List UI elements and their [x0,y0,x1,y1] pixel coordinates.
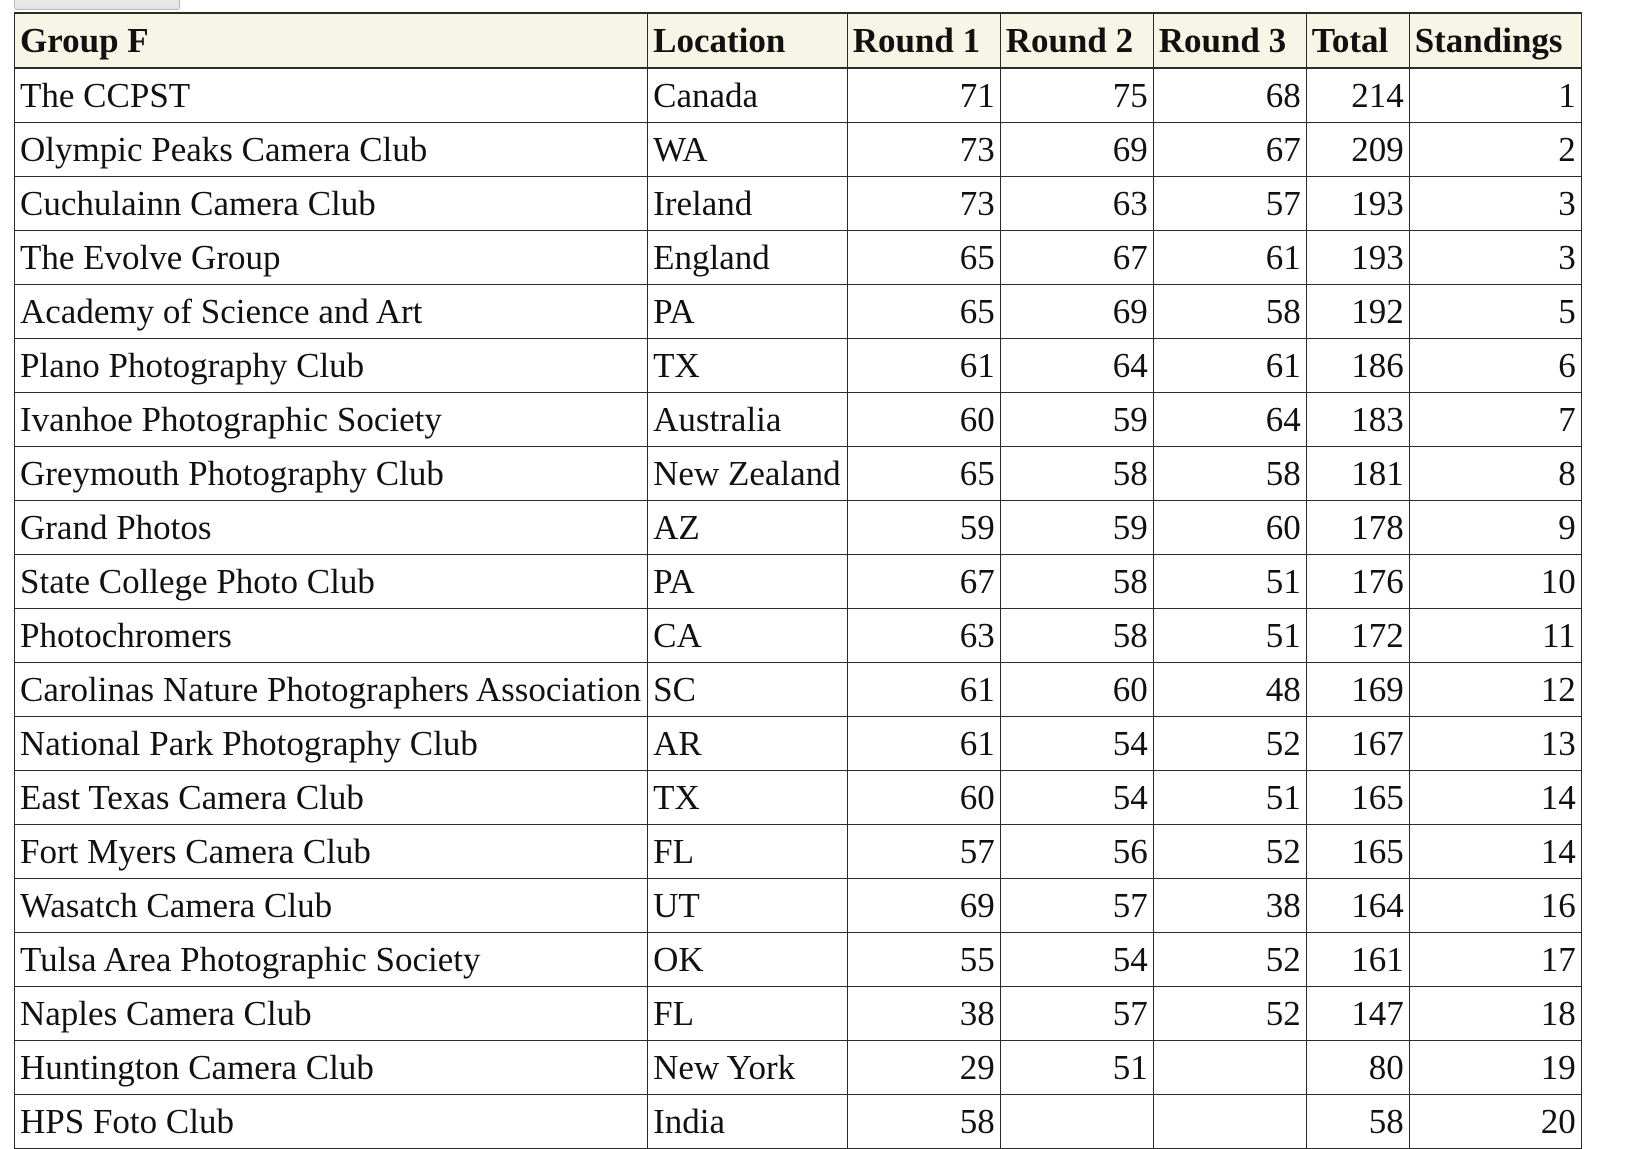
standing-cell: 9 [1409,501,1581,555]
round-1-cell: 61 [847,339,1000,393]
round-2-cell: 75 [1000,68,1153,123]
table-row [15,717,1582,771]
round-1-cell: 29 [847,1041,1000,1095]
standing-cell: 14 [1409,825,1581,879]
location-cell: UT [648,879,848,933]
total-cell: 165 [1306,825,1409,879]
round-1-cell: 61 [847,717,1000,771]
round-2-cell: 58 [1000,555,1153,609]
round-1-cell: 63 [847,609,1000,663]
team-name-cell: Ivanhoe Photographic Society [15,393,648,447]
team-name-cell: State College Photo Club [15,555,648,609]
table-row [15,231,1582,285]
header-group: Group F [15,13,648,68]
location-cell: Ireland [648,177,848,231]
team-name-cell: The CCPST [15,68,648,123]
total-cell: 169 [1306,663,1409,717]
round-2-cell: 56 [1000,825,1153,879]
standings-table [14,12,1582,1149]
location-cell: TX [648,771,848,825]
table-row [15,933,1582,987]
round-2-cell: 54 [1000,771,1153,825]
team-name-cell: Grand Photos [15,501,648,555]
round-2-cell: 54 [1000,933,1153,987]
team-name-cell: Academy of Science and Art [15,285,648,339]
table-row [15,663,1582,717]
location-cell: FL [648,825,848,879]
round-1-cell: 59 [847,501,1000,555]
round-1-cell: 73 [847,177,1000,231]
round-3-cell: 61 [1153,231,1306,285]
round-1-cell: 60 [847,771,1000,825]
total-cell: 147 [1306,987,1409,1041]
standing-cell: 10 [1409,555,1581,609]
round-2-cell: 59 [1000,501,1153,555]
total-cell: 164 [1306,879,1409,933]
location-cell: New York [648,1041,848,1095]
total-cell: 178 [1306,501,1409,555]
round-3-cell: 52 [1153,987,1306,1041]
total-cell: 80 [1306,1041,1409,1095]
team-name-cell: Greymouth Photography Club [15,447,648,501]
location-cell: TX [648,339,848,393]
location-cell: CA [648,609,848,663]
round-2-cell: 57 [1000,987,1153,1041]
team-name-cell: Fort Myers Camera Club [15,825,648,879]
location-cell: FL [648,987,848,1041]
total-cell: 176 [1306,555,1409,609]
round-1-cell: 71 [847,68,1000,123]
location-cell: Canada [648,68,848,123]
round-3-cell: 58 [1153,285,1306,339]
table-row [15,609,1582,663]
round-3-cell: 68 [1153,68,1306,123]
standing-cell: 17 [1409,933,1581,987]
team-name-cell: Plano Photography Club [15,339,648,393]
header-standings: Standings [1409,13,1581,68]
standing-cell: 12 [1409,663,1581,717]
round-1-cell: 65 [847,285,1000,339]
round-1-cell: 65 [847,231,1000,285]
table-row [15,123,1582,177]
standing-cell: 11 [1409,609,1581,663]
round-2-cell: 63 [1000,177,1153,231]
standing-cell: 3 [1409,231,1581,285]
round-3-cell: 52 [1153,933,1306,987]
total-cell: 58 [1306,1095,1409,1149]
round-3-cell: 61 [1153,339,1306,393]
total-cell: 209 [1306,123,1409,177]
round-3-cell: 51 [1153,555,1306,609]
standing-cell: 8 [1409,447,1581,501]
standing-cell: 19 [1409,1041,1581,1095]
header-location: Location [648,13,848,68]
total-cell: 172 [1306,609,1409,663]
round-3-cell [1153,1095,1306,1149]
standing-cell: 6 [1409,339,1581,393]
round-1-cell: 55 [847,933,1000,987]
total-cell: 186 [1306,339,1409,393]
round-2-cell: 51 [1000,1041,1153,1095]
location-cell: PA [648,285,848,339]
round-2-cell: 57 [1000,879,1153,933]
total-cell: 161 [1306,933,1409,987]
round-1-cell: 61 [847,663,1000,717]
header-round-3: Round 3 [1153,13,1306,68]
team-name-cell: Naples Camera Club [15,987,648,1041]
total-cell: 214 [1306,68,1409,123]
team-name-cell: East Texas Camera Club [15,771,648,825]
round-2-cell: 60 [1000,663,1153,717]
round-1-cell: 73 [847,123,1000,177]
round-3-cell [1153,1041,1306,1095]
round-1-cell: 67 [847,555,1000,609]
header-row [15,13,1582,68]
total-cell: 167 [1306,717,1409,771]
location-cell: AZ [648,501,848,555]
total-cell: 192 [1306,285,1409,339]
round-1-cell: 57 [847,825,1000,879]
team-name-cell: Olympic Peaks Camera Club [15,123,648,177]
team-name-cell: Cuchulainn Camera Club [15,177,648,231]
round-3-cell: 52 [1153,717,1306,771]
location-cell: OK [648,933,848,987]
location-cell: PA [648,555,848,609]
standing-cell: 7 [1409,393,1581,447]
standing-cell: 3 [1409,177,1581,231]
round-3-cell: 57 [1153,177,1306,231]
team-name-cell: HPS Foto Club [15,1095,648,1149]
table-row [15,339,1582,393]
table-row [15,825,1582,879]
round-3-cell: 64 [1153,393,1306,447]
header-total: Total [1306,13,1409,68]
round-2-cell: 59 [1000,393,1153,447]
standing-cell: 18 [1409,987,1581,1041]
location-cell: India [648,1095,848,1149]
round-1-cell: 65 [847,447,1000,501]
round-2-cell: 58 [1000,447,1153,501]
team-name-cell: Wasatch Camera Club [15,879,648,933]
table-row [15,447,1582,501]
header-round-1: Round 1 [847,13,1000,68]
header-round-2: Round 2 [1000,13,1153,68]
total-cell: 193 [1306,177,1409,231]
team-name-cell: The Evolve Group [15,231,648,285]
total-cell: 165 [1306,771,1409,825]
round-1-cell: 69 [847,879,1000,933]
round-3-cell: 52 [1153,825,1306,879]
round-2-cell: 58 [1000,609,1153,663]
table-row [15,1041,1582,1095]
round-1-cell: 38 [847,987,1000,1041]
round-3-cell: 51 [1153,609,1306,663]
round-3-cell: 67 [1153,123,1306,177]
round-2-cell: 69 [1000,285,1153,339]
table-body [15,68,1582,1149]
table-row [15,285,1582,339]
round-2-cell: 64 [1000,339,1153,393]
total-cell: 183 [1306,393,1409,447]
total-cell: 181 [1306,447,1409,501]
table-row [15,879,1582,933]
round-3-cell: 60 [1153,501,1306,555]
location-cell: WA [648,123,848,177]
standing-cell: 2 [1409,123,1581,177]
table-row [15,177,1582,231]
round-3-cell: 48 [1153,663,1306,717]
team-name-cell: National Park Photography Club [15,717,648,771]
table-row [15,771,1582,825]
location-cell: England [648,231,848,285]
location-cell: AR [648,717,848,771]
location-cell: Australia [648,393,848,447]
table-row [15,987,1582,1041]
round-3-cell: 38 [1153,879,1306,933]
round-2-cell: 54 [1000,717,1153,771]
location-cell: SC [648,663,848,717]
location-cell: New Zealand [648,447,848,501]
team-name-cell: Tulsa Area Photographic Society [15,933,648,987]
standing-cell: 14 [1409,771,1581,825]
round-1-cell: 60 [847,393,1000,447]
standing-cell: 13 [1409,717,1581,771]
table-row [15,68,1582,123]
total-cell: 193 [1306,231,1409,285]
round-2-cell: 69 [1000,123,1153,177]
table-row [15,1095,1582,1149]
standing-cell: 1 [1409,68,1581,123]
round-1-cell: 58 [847,1095,1000,1149]
team-name-cell: Huntington Camera Club [15,1041,648,1095]
table-row [15,393,1582,447]
top-button[interactable] [14,0,180,10]
standing-cell: 16 [1409,879,1581,933]
team-name-cell: Photochromers [15,609,648,663]
round-3-cell: 51 [1153,771,1306,825]
table-row [15,555,1582,609]
table-row [15,501,1582,555]
round-2-cell: 67 [1000,231,1153,285]
team-name-cell: Carolinas Nature Photographers Association [15,663,648,717]
standing-cell: 5 [1409,285,1581,339]
round-2-cell [1000,1095,1153,1149]
standing-cell: 20 [1409,1095,1581,1149]
round-3-cell: 58 [1153,447,1306,501]
